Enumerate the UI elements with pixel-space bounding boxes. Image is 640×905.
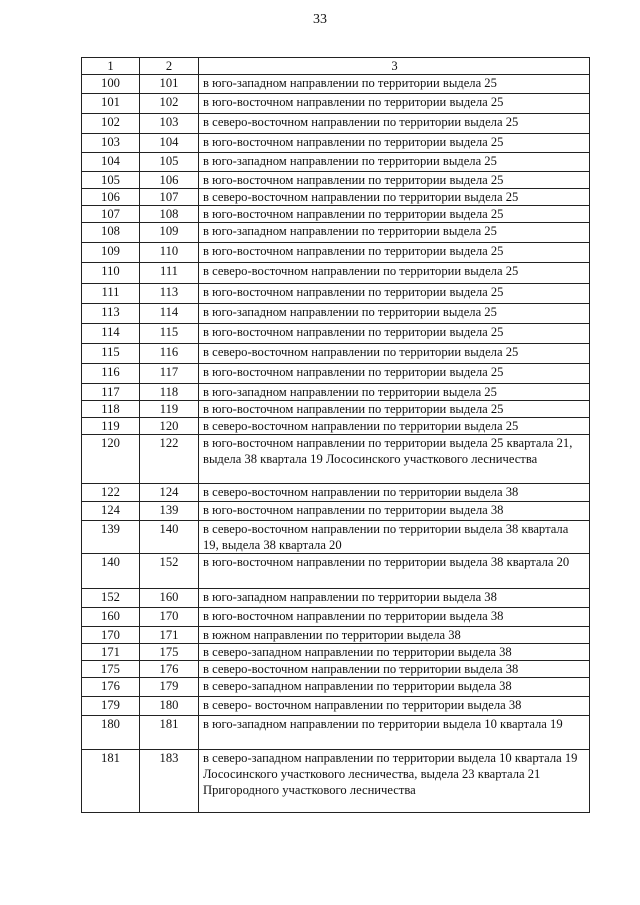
point-from-cell: 117 [82,384,140,401]
header-col-2: 2 [140,58,199,75]
direction-description-cell: в южном направлении по территории выдела 38 [199,627,590,644]
table-row [82,172,590,189]
table-row [82,304,590,324]
table-row [82,502,590,521]
table-row [82,750,590,813]
table-row [82,435,590,484]
point-from-cell: 103 [82,134,140,153]
page-number: 33 [313,12,327,27]
table-row [82,678,590,697]
point-from-cell: 115 [82,344,140,364]
point-from-cell: 111 [82,284,140,304]
table-row [82,608,590,627]
point-from-cell: 107 [82,206,140,223]
table-row [82,284,590,304]
point-from-cell: 105 [82,172,140,189]
point-from-cell: 120 [82,435,140,484]
table-row [82,153,590,172]
point-to-cell: 124 [140,484,199,502]
direction-description-cell: в юго-западном направлении по территории выдела 25 [199,223,590,243]
point-to-cell: 106 [140,172,199,189]
header-col-1: 1 [82,58,140,75]
direction-description-cell: в северо- восточном направлении по территории выдела 38 [199,697,590,716]
table-row [82,716,590,750]
direction-description-cell: в юго-восточном направлении по территории выдела 38 квартала 20 [199,554,590,589]
direction-description-cell: в юго-восточном направлении по территории выдела 38 [199,608,590,627]
direction-description-cell: в юго-западном направлении по территории выдела 25 [199,153,590,172]
point-to-cell: 109 [140,223,199,243]
point-from-cell: 152 [82,589,140,608]
point-to-cell: 111 [140,263,199,284]
point-from-cell: 114 [82,324,140,344]
point-to-cell: 108 [140,206,199,223]
table-row [82,661,590,678]
direction-description-cell: в юго-восточном направлении по территории выдела 25 [199,206,590,223]
point-from-cell: 113 [82,304,140,324]
point-to-cell: 105 [140,153,199,172]
table-row [82,75,590,94]
direction-description-cell: в юго-западном направлении по территории выдела 25 [199,304,590,324]
table-row [82,243,590,263]
table-row [82,263,590,284]
direction-description-cell: в юго-западном направлении по территории выдела 10 квартала 19 [199,716,590,750]
point-from-cell: 119 [82,418,140,435]
table-row [82,344,590,364]
point-to-cell: 176 [140,661,199,678]
direction-description-cell: в северо-западном направлении по территории выдела 10 квартала 19 Лососинского участкового лесничества, выдела 23 квартала 21 Пригородного участкового лесничества [199,750,590,813]
table-row [82,206,590,223]
point-to-cell: 118 [140,384,199,401]
point-from-cell: 110 [82,263,140,284]
direction-description-cell: в юго-восточном направлении по территории выдела 25 [199,284,590,304]
direction-description-cell: в юго-западном направлении по территории выдела 25 [199,384,590,401]
table-row [82,114,590,134]
point-to-cell: 104 [140,134,199,153]
table-row [82,401,590,418]
table-row [82,94,590,114]
direction-description-cell: в северо-восточном направлении по территории выдела 25 [199,344,590,364]
point-to-cell: 183 [140,750,199,813]
point-from-cell: 122 [82,484,140,502]
table-row [82,364,590,384]
point-to-cell: 113 [140,284,199,304]
direction-description-cell: в северо-восточном направлении по территории выдела 25 [199,114,590,134]
point-to-cell: 152 [140,554,199,589]
direction-description-cell: в северо-восточном направлении по территории выдела 38 [199,484,590,502]
boundary-description-table [81,57,590,813]
table-row [82,418,590,435]
direction-description-cell: в северо-западном направлении по территории выдела 38 [199,678,590,697]
point-from-cell: 175 [82,661,140,678]
point-from-cell: 181 [82,750,140,813]
point-from-cell: 116 [82,364,140,384]
point-to-cell: 139 [140,502,199,521]
table-row [82,324,590,344]
table-row [82,697,590,716]
point-to-cell: 171 [140,627,199,644]
point-to-cell: 107 [140,189,199,206]
point-from-cell: 170 [82,627,140,644]
point-to-cell: 175 [140,644,199,661]
table-row [82,134,590,153]
direction-description-cell: в юго-восточном направлении по территории выдела 25 [199,94,590,114]
point-from-cell: 124 [82,502,140,521]
table-row [82,554,590,589]
table-row [82,484,590,502]
point-from-cell: 101 [82,94,140,114]
direction-description-cell: в северо-восточном направлении по территории выдела 25 [199,263,590,284]
point-to-cell: 103 [140,114,199,134]
point-from-cell: 118 [82,401,140,418]
table-row [82,521,590,554]
direction-description-cell: в юго-восточном направлении по территории выдела 25 [199,324,590,344]
direction-description-cell: в юго-восточном направлении по территории выдела 25 [199,364,590,384]
point-to-cell: 170 [140,608,199,627]
table-row [82,627,590,644]
direction-description-cell: в юго-западном направлении по территории выдела 38 [199,589,590,608]
point-to-cell: 160 [140,589,199,608]
point-from-cell: 109 [82,243,140,263]
point-from-cell: 140 [82,554,140,589]
direction-description-cell: в юго-восточном направлении по территории выдела 25 квартала 21, выдела 38 квартала 19 Лососинского участкового лесничества [199,435,590,484]
point-to-cell: 101 [140,75,199,94]
point-to-cell: 102 [140,94,199,114]
point-from-cell: 104 [82,153,140,172]
point-from-cell: 139 [82,521,140,554]
point-to-cell: 114 [140,304,199,324]
point-from-cell: 179 [82,697,140,716]
header-col-3: 3 [199,58,590,75]
point-from-cell: 102 [82,114,140,134]
direction-description-cell: в северо-восточном направлении по территории выдела 25 [199,418,590,435]
table-row [82,223,590,243]
point-from-cell: 100 [82,75,140,94]
point-to-cell: 140 [140,521,199,554]
table-row [82,384,590,401]
point-to-cell: 110 [140,243,199,263]
point-from-cell: 180 [82,716,140,750]
direction-description-cell: в юго-восточном направлении по территории выдела 25 [199,243,590,263]
direction-description-cell: в юго-западном направлении по территории выдела 25 [199,75,590,94]
point-to-cell: 181 [140,716,199,750]
point-to-cell: 115 [140,324,199,344]
point-to-cell: 117 [140,364,199,384]
point-to-cell: 120 [140,418,199,435]
point-to-cell: 119 [140,401,199,418]
table-row [82,644,590,661]
point-from-cell: 176 [82,678,140,697]
point-to-cell: 122 [140,435,199,484]
direction-description-cell: в северо-западном направлении по территории выдела 38 [199,644,590,661]
point-from-cell: 106 [82,189,140,206]
direction-description-cell: в юго-восточном направлении по территории выдела 25 [199,134,590,153]
direction-description-cell: в северо-восточном направлении по территории выдела 38 квартала 19, выдела 38 квартала 20 [199,521,590,554]
direction-description-cell: в юго-восточном направлении по территории выдела 25 [199,401,590,418]
point-from-cell: 108 [82,223,140,243]
direction-description-cell: в северо-восточном направлении по территории выдела 25 [199,189,590,206]
point-from-cell: 160 [82,608,140,627]
table-row [82,589,590,608]
direction-description-cell: в юго-восточном направлении по территории выдела 38 [199,502,590,521]
point-from-cell: 171 [82,644,140,661]
table-row [82,189,590,206]
direction-description-cell: в северо-восточном направлении по территории выдела 38 [199,661,590,678]
direction-description-cell: в юго-восточном направлении по территории выдела 25 [199,172,590,189]
point-to-cell: 116 [140,344,199,364]
table-header-row [82,58,590,75]
point-to-cell: 179 [140,678,199,697]
point-to-cell: 180 [140,697,199,716]
